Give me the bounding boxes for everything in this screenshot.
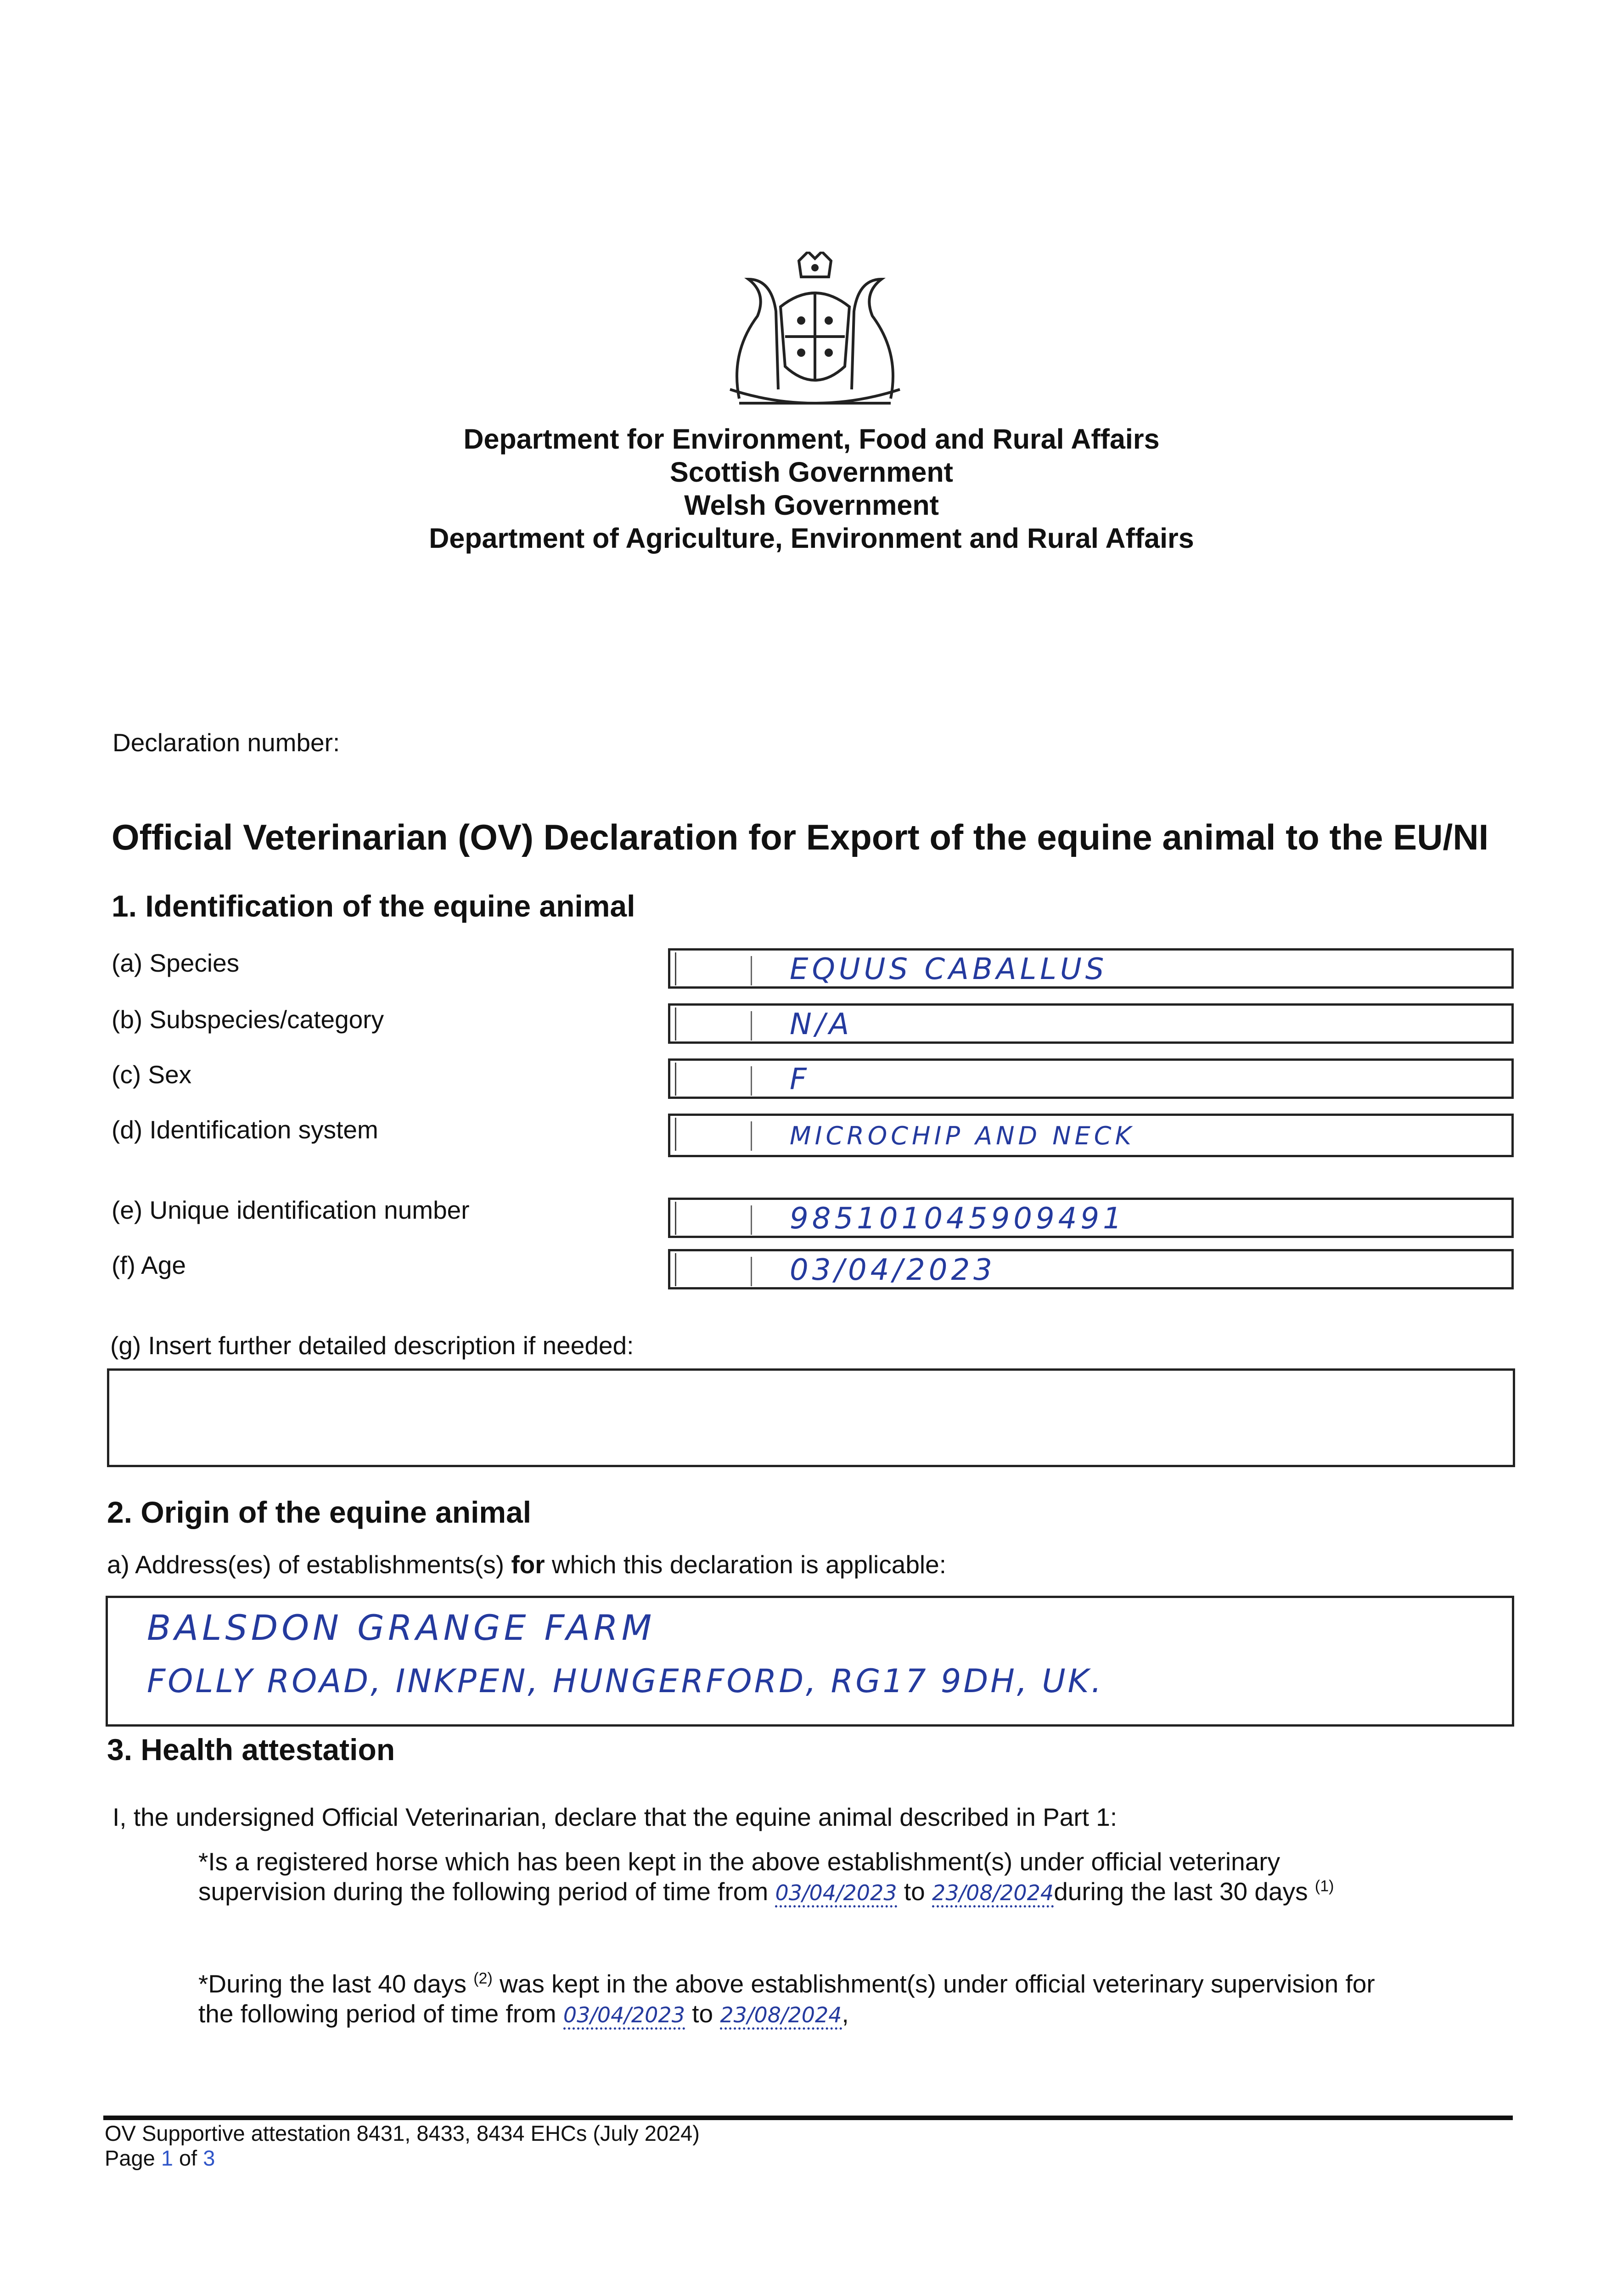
sex-value: F — [790, 1063, 810, 1097]
address-line-1: BALSDON GRANGE FARM — [147, 1607, 656, 1648]
uid-label: (e) Unique identification number — [112, 1196, 470, 1224]
section3-heading: 3. Health attestation — [107, 1733, 395, 1767]
para1-to-date[interactable]: 23/08/2024 — [932, 1880, 1054, 1908]
further-description-box[interactable] — [107, 1368, 1515, 1467]
attestation-intro: I, the undersigned Official Veterinarian, declare that the equine animal described in Part 1: — [112, 1803, 1118, 1831]
species-value: EQUUS CABALLUS — [790, 952, 1108, 986]
para2-to-date[interactable]: 23/08/2024 — [720, 2003, 842, 2030]
address-label: a) Address(es) of establishments(s) for which this declaration is applicable: — [107, 1550, 947, 1579]
footer-rule — [103, 2116, 1513, 2120]
address-box[interactable] — [106, 1596, 1514, 1727]
department-defra: Department for Environment, Food and Rural Affairs — [463, 423, 1160, 455]
address-line-2: FOLLY ROAD, INKPEN, HUNGERFORD, RG17 9DH, UK. — [147, 1662, 1104, 1700]
age-field[interactable] — [668, 1249, 1514, 1289]
subspecies-label: (b) Subspecies/category — [112, 1005, 384, 1034]
document-title: Official Veterinarian (OV) Declaration for Export of the equine animal to the EU/NI — [112, 817, 1489, 857]
declaration-number-label: Declaration number: — [112, 728, 340, 757]
para1-from-date[interactable]: 03/04/2023 — [775, 1880, 897, 1908]
department-welsh-government: Welsh Government — [684, 490, 939, 521]
department-scottish-government: Scottish Government — [670, 456, 953, 488]
sex-label: (c) Sex — [112, 1060, 192, 1089]
species-label: (a) Species — [112, 949, 240, 977]
age-label: (f) Age — [112, 1251, 186, 1279]
attestation-para1-line2: supervision during the following period of time from 03/04/2023 to 23/08/2024during the last 30 days $^{(1)}$ — [198, 1877, 1334, 1906]
royal-crest-icon — [721, 252, 909, 412]
attestation-para2-line1: *During the last 40 days $^{(2)}$ was kept in the above establishment(s) under official veterinary supervision for — [198, 1970, 1375, 1998]
identification-system-field[interactable] — [668, 1114, 1514, 1157]
uid-value: 985101045909491 — [790, 1202, 1125, 1236]
subspecies-field[interactable] — [668, 1003, 1514, 1044]
footer-text: OV Supportive attestation 8431, 8433, 8434 EHCs (July 2024) — [105, 2121, 700, 2145]
page-number: Page 1 of 3 — [105, 2146, 215, 2170]
sex-field[interactable] — [668, 1058, 1514, 1099]
attestation-para2-line2: the following period of time from 03/04/2023 to 23/08/2024, — [198, 1999, 849, 2028]
section1-heading: 1. Identification of the equine animal — [112, 889, 635, 923]
uid-field[interactable] — [668, 1198, 1514, 1238]
identification-system-label: (d) Identification system — [112, 1115, 378, 1144]
subspecies-value: N/A — [790, 1007, 853, 1041]
para2-from-date[interactable]: 03/04/2023 — [563, 2003, 685, 2030]
identification-system-value: MICROCHIP AND NECK — [790, 1121, 1135, 1150]
department-daera: Department of Agriculture, Environment and Rural Affairs — [429, 523, 1194, 554]
section2-heading: 2. Origin of the equine animal — [107, 1495, 532, 1529]
further-description-label: (g) Insert further detailed description if needed: — [110, 1331, 634, 1360]
age-value: 03/04/2023 — [790, 1253, 996, 1287]
attestation-para1-line1: *Is a registered horse which has been kept in the above establishment(s) under official veterinary — [198, 1847, 1280, 1876]
species-field[interactable] — [668, 948, 1514, 989]
